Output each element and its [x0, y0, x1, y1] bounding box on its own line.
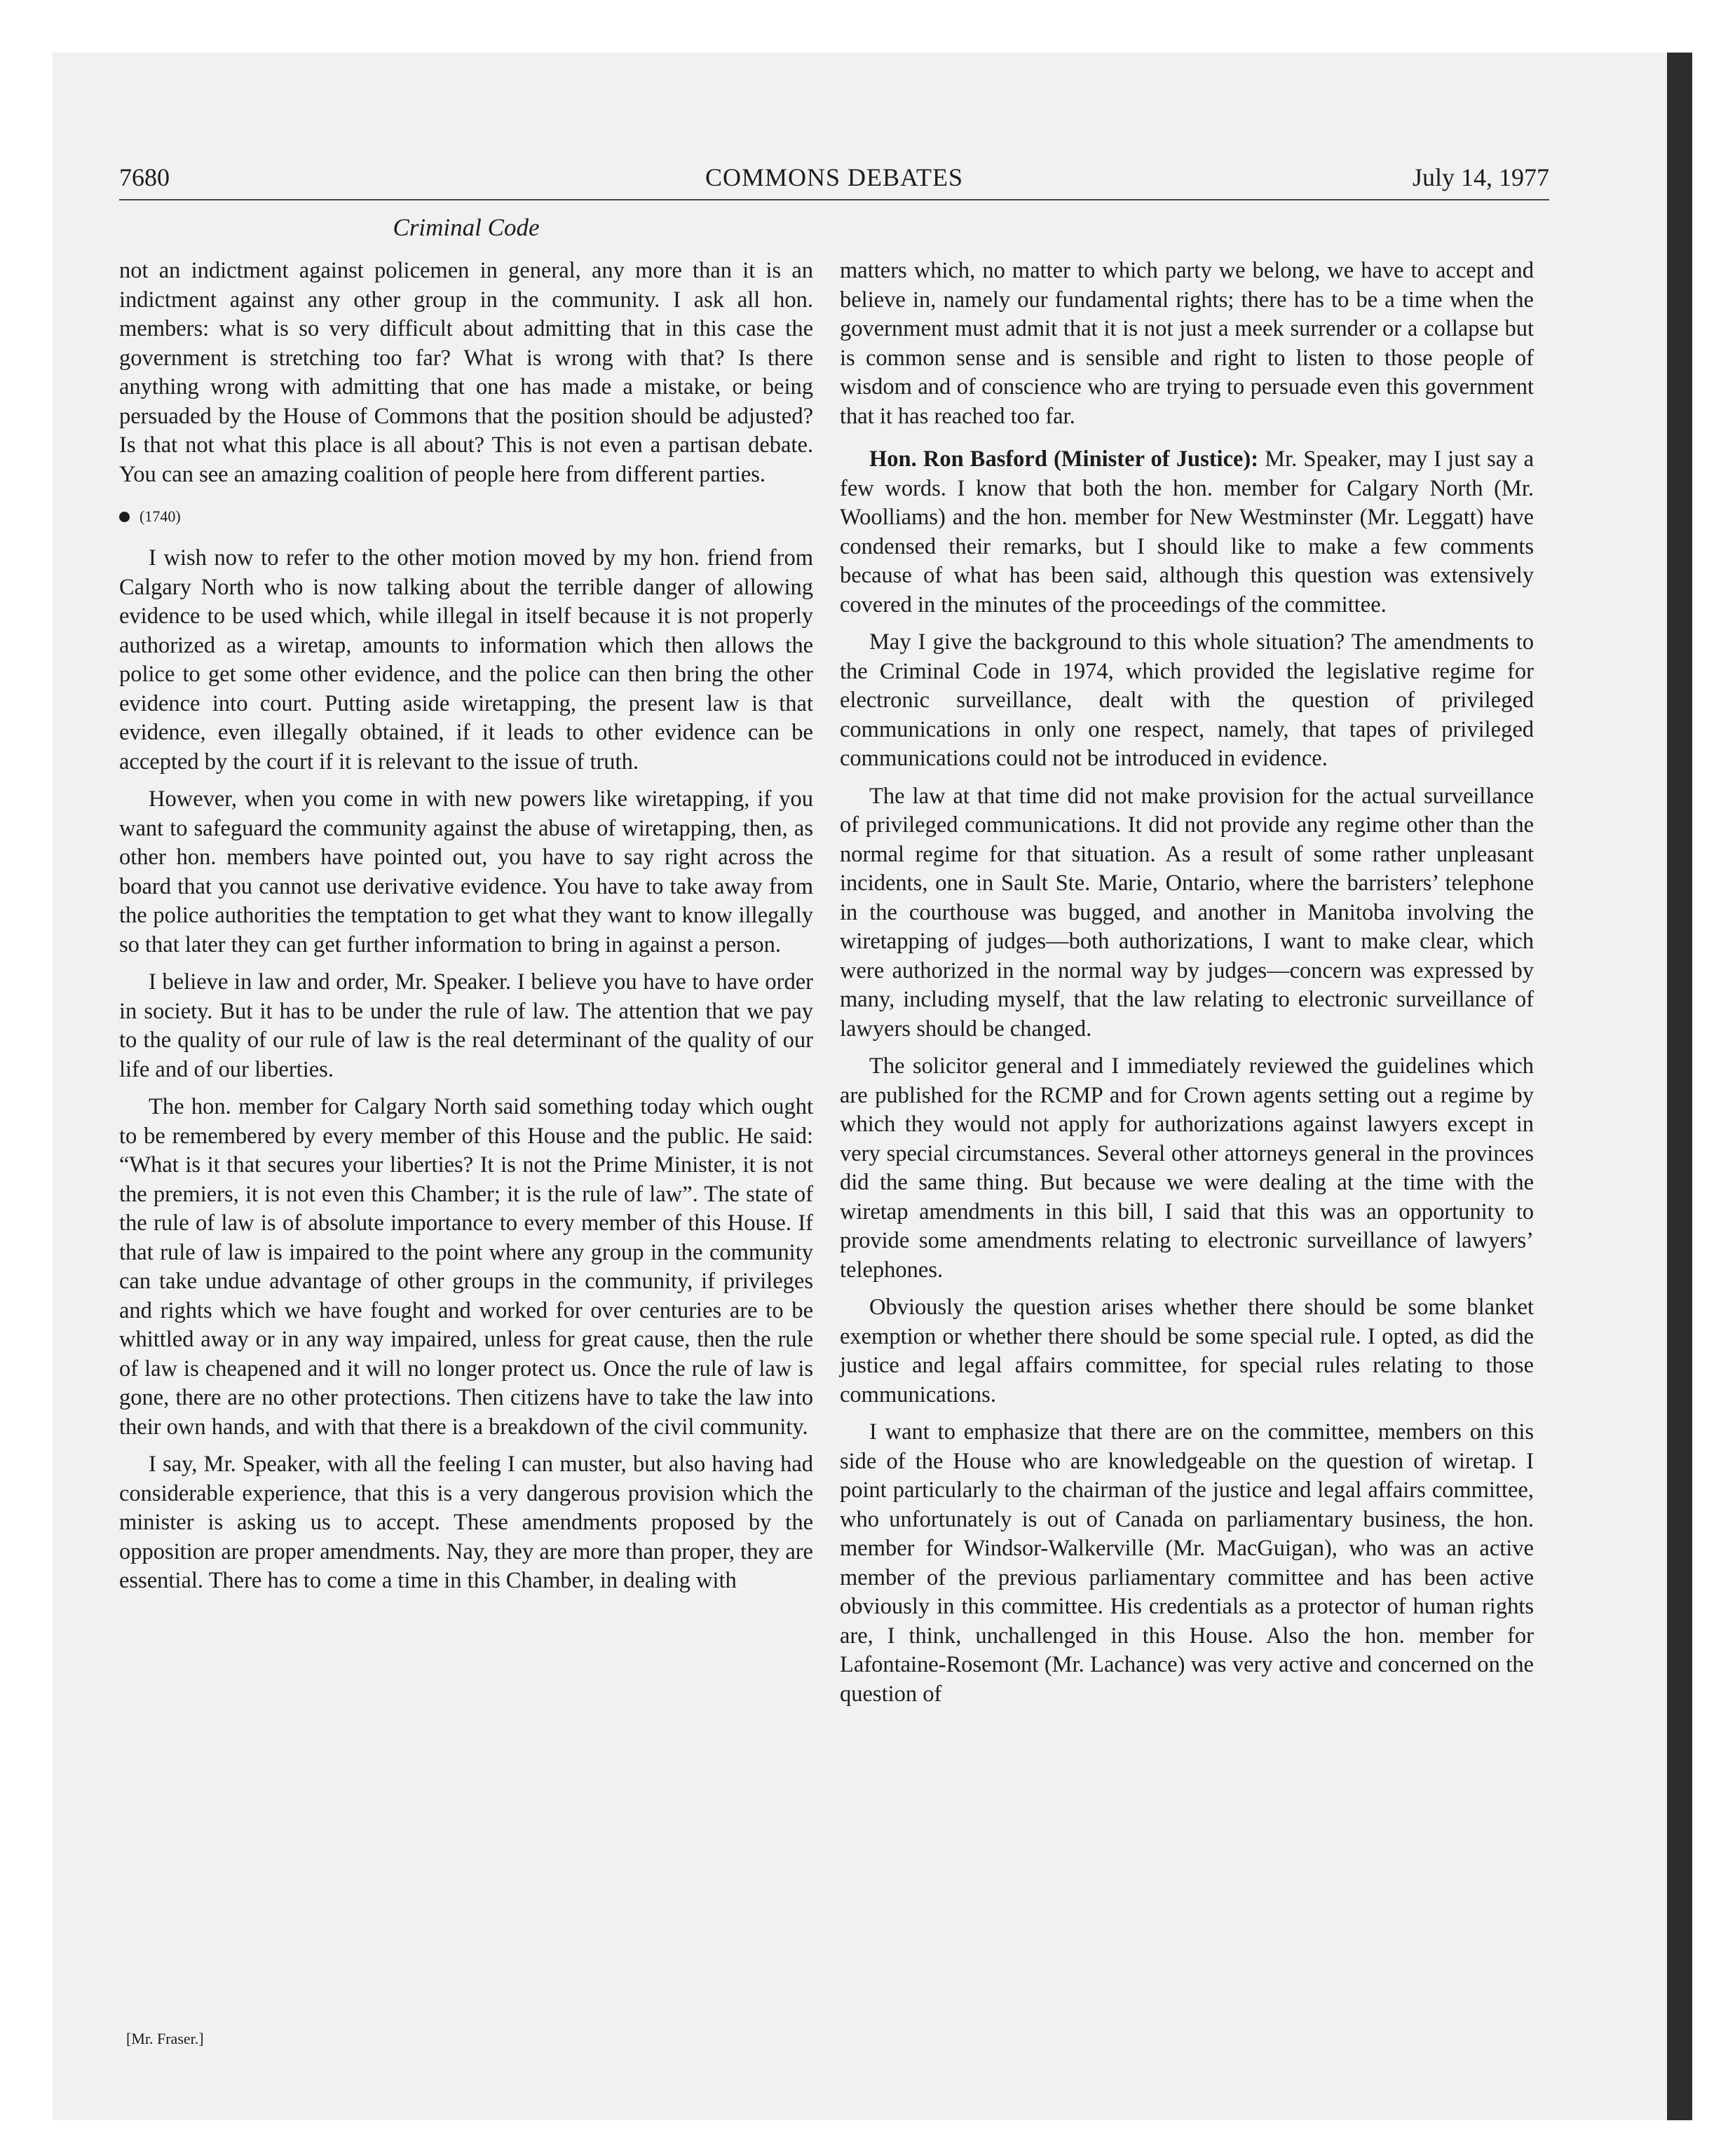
- page-number: 7680: [119, 163, 170, 191]
- paragraph: The law at that time did not make provision for the actual surveillance of privileged communications. It did not provide any regime other than the normal regime for that situation. As a result of some rather unpleasant incidents, one in Sault Ste. Marie, Ontario, where the barristers’ telephone in the courthouse was bugged, and another in Manitoba involving the wiretapping of judges—both authorizations, I want to make clear, which were authorized in the normal way by judges—concern was expressed by many, including myself, that the law relating to electronic surveillance of lawyers should be changed.: [840, 783, 1534, 1042]
- time-marker-text: (1740): [140, 507, 181, 525]
- speaker-attribution: [Mr. Fraser.]: [126, 2030, 204, 2047]
- paragraph: Obviously the question arises whether there should be some blanket exemption or whether there should be some special rule. I opted, as did the justice and legal affairs committee, for special rules relating to those communications.: [840, 1295, 1534, 1407]
- scan-edge-bar: [1667, 53, 1692, 2120]
- paragraph: I say, Mr. Speaker, with all the feeling I can muster, but also having had considerable experience, that this is a very dangerous provision which the minister is asking us to accept. These amendments proposed by the opposition are proper amendments. Nay, they are more than proper, they are essential. There has to come a time in this Chamber, in dealing with: [119, 1452, 813, 1593]
- speech-paragraph: [840, 445, 1534, 620]
- paragraph: However, when you come in with new powers like wiretapping, if you want to safeguard the community against the abuse of wiretapping, then, as other hon. members have pointed out, you have to say right across the board that you cannot use derivative evidence. You have to take away from the police authorities the temptation to get what they want to know illegally so that later they can get further information to bring in against a person.: [119, 786, 813, 957]
- publication-title: COMMONS DEBATES: [705, 163, 964, 191]
- speaker-name: Hon. Ron Basford (Minister of Justice):: [869, 446, 1259, 472]
- paragraph: The solicitor general and I immediately reviewed the guidelines which are published for the RCMP and for Crown agents setting out a regime by which they would not apply for authorizations against lawyers except in very special circumstances. Several other attorneys general in the provinces did the same thing. But because we were dealing at the time with the wiretap amendments in this bill, I said that this was an opportunity to provide some amendments relating to electronic surveillance of lawyers’ telephones.: [840, 1053, 1534, 1283]
- speech-text: Mr. Speaker, may I just say a few words. I know that both the hon. member for Calgary North (Mr. Woolliams) and the hon. member for New Westminster (Mr. Leggatt) have condensed their remarks, but I should like to make a few comments because of what has been said, although this question was extensively covered in the minutes of the proceedings of the committee.: [840, 446, 1535, 618]
- paragraph: I want to emphasize that there are on the committee, members on this side of the House who are knowledgeable on the question of wiretap. I point particularly to the chairman of the justice and legal affairs committee, who unfortunately is out of Canada on parliamentary business, the hon. member for Windsor-Walkerville (Mr. MacGuigan), who was an active member of the previous parliamentary committee and has been active obviously in this committee. His credentials as a protector of human rights are, I think, unchallenged in this House. Also the hon. member for Lafontaine-Rosemont (Mr. Lachance) was very active and concerned on the question of: [840, 1419, 1534, 1707]
- section-title: Criminal Code: [393, 214, 540, 241]
- paragraph: May I give the background to this whole situation? The amendments to the Criminal Code in 1974, which provided the legislative regime for electronic surveillance, dealt with the question of privileged communications in only one respect, namely, that tapes of privileged communications could not be introduced in evidence.: [840, 629, 1534, 771]
- bullet-icon: [119, 512, 130, 522]
- paragraph: The hon. member for Calgary North said something today which ought to be remembered by every member of this House and the public. He said: “What is it that secures your liberties? It is not the Prime Minister, it is not the premiers, it is not even this Chamber; it is the rule of law”. The state of the rule of law is of absolute importance to every member of this House. If that rule of law is impaired to the point where any group in the community can take undue advantage of other groups in the community, if privileges and rights which we have fought and worked for over centuries are to be whittled away or in any way impaired, unless for great cause, then the rule of law is cheapened and it will no longer protect us. Once the rule of law is gone, there are no other protections. Then citizens have to take the law into their own hands, and with that there is a breakdown of the civil community.: [119, 1094, 813, 1440]
- left-column: [119, 257, 813, 1604]
- time-marker: [119, 505, 813, 528]
- paragraph: not an indictment against policemen in general, any more than it is an indictment against any other group in the community. I ask all hon. members: what is so very difficult about admitting that in this case the government is stretching too far? What is wrong with that? Is there anything wrong with admitting that one has made a mistake, or being persuaded by the House of Commons that the position should be adjusted? Is that not what this place is all about? This is not even a partisan debate. You can see an amazing coalition of people here from different parties.: [119, 258, 813, 487]
- paragraph: I believe in law and order, Mr. Speaker. I believe you have to have order in society. But it has to be under the rule of law. The attention that we pay to the quality of our rule of law is the real determinant of the quality of our life and of our liberties.: [119, 969, 813, 1082]
- issue-date: July 14, 1977: [1412, 163, 1549, 191]
- right-column: [840, 257, 1534, 1717]
- paragraph: I wish now to refer to the other motion moved by my hon. friend from Calgary North who is now talking about the terrible danger of allowing evidence to be used which, while illegal in itself because it is not properly authorized as a wiretap, amounts to information which then allows the police to get some other evidence, and the police can then bring the other evidence into court. Putting aside wiretapping, the present law is that evidence, even illegally obtained, if it leads to other evidence can be accepted by the court if it is relevant to the issue of truth.: [119, 545, 813, 775]
- paragraph: matters which, no matter to which party we belong, we have to accept and believe in, namely our fundamental rights; there has to be a time when the government must admit that it is not just a meek surrender or a collapse but is common sense and is sensible and right to listen to those people of wisdom and of conscience who are trying to persuade even this government that it has reached too far.: [840, 258, 1534, 429]
- page-header: [119, 160, 1549, 200]
